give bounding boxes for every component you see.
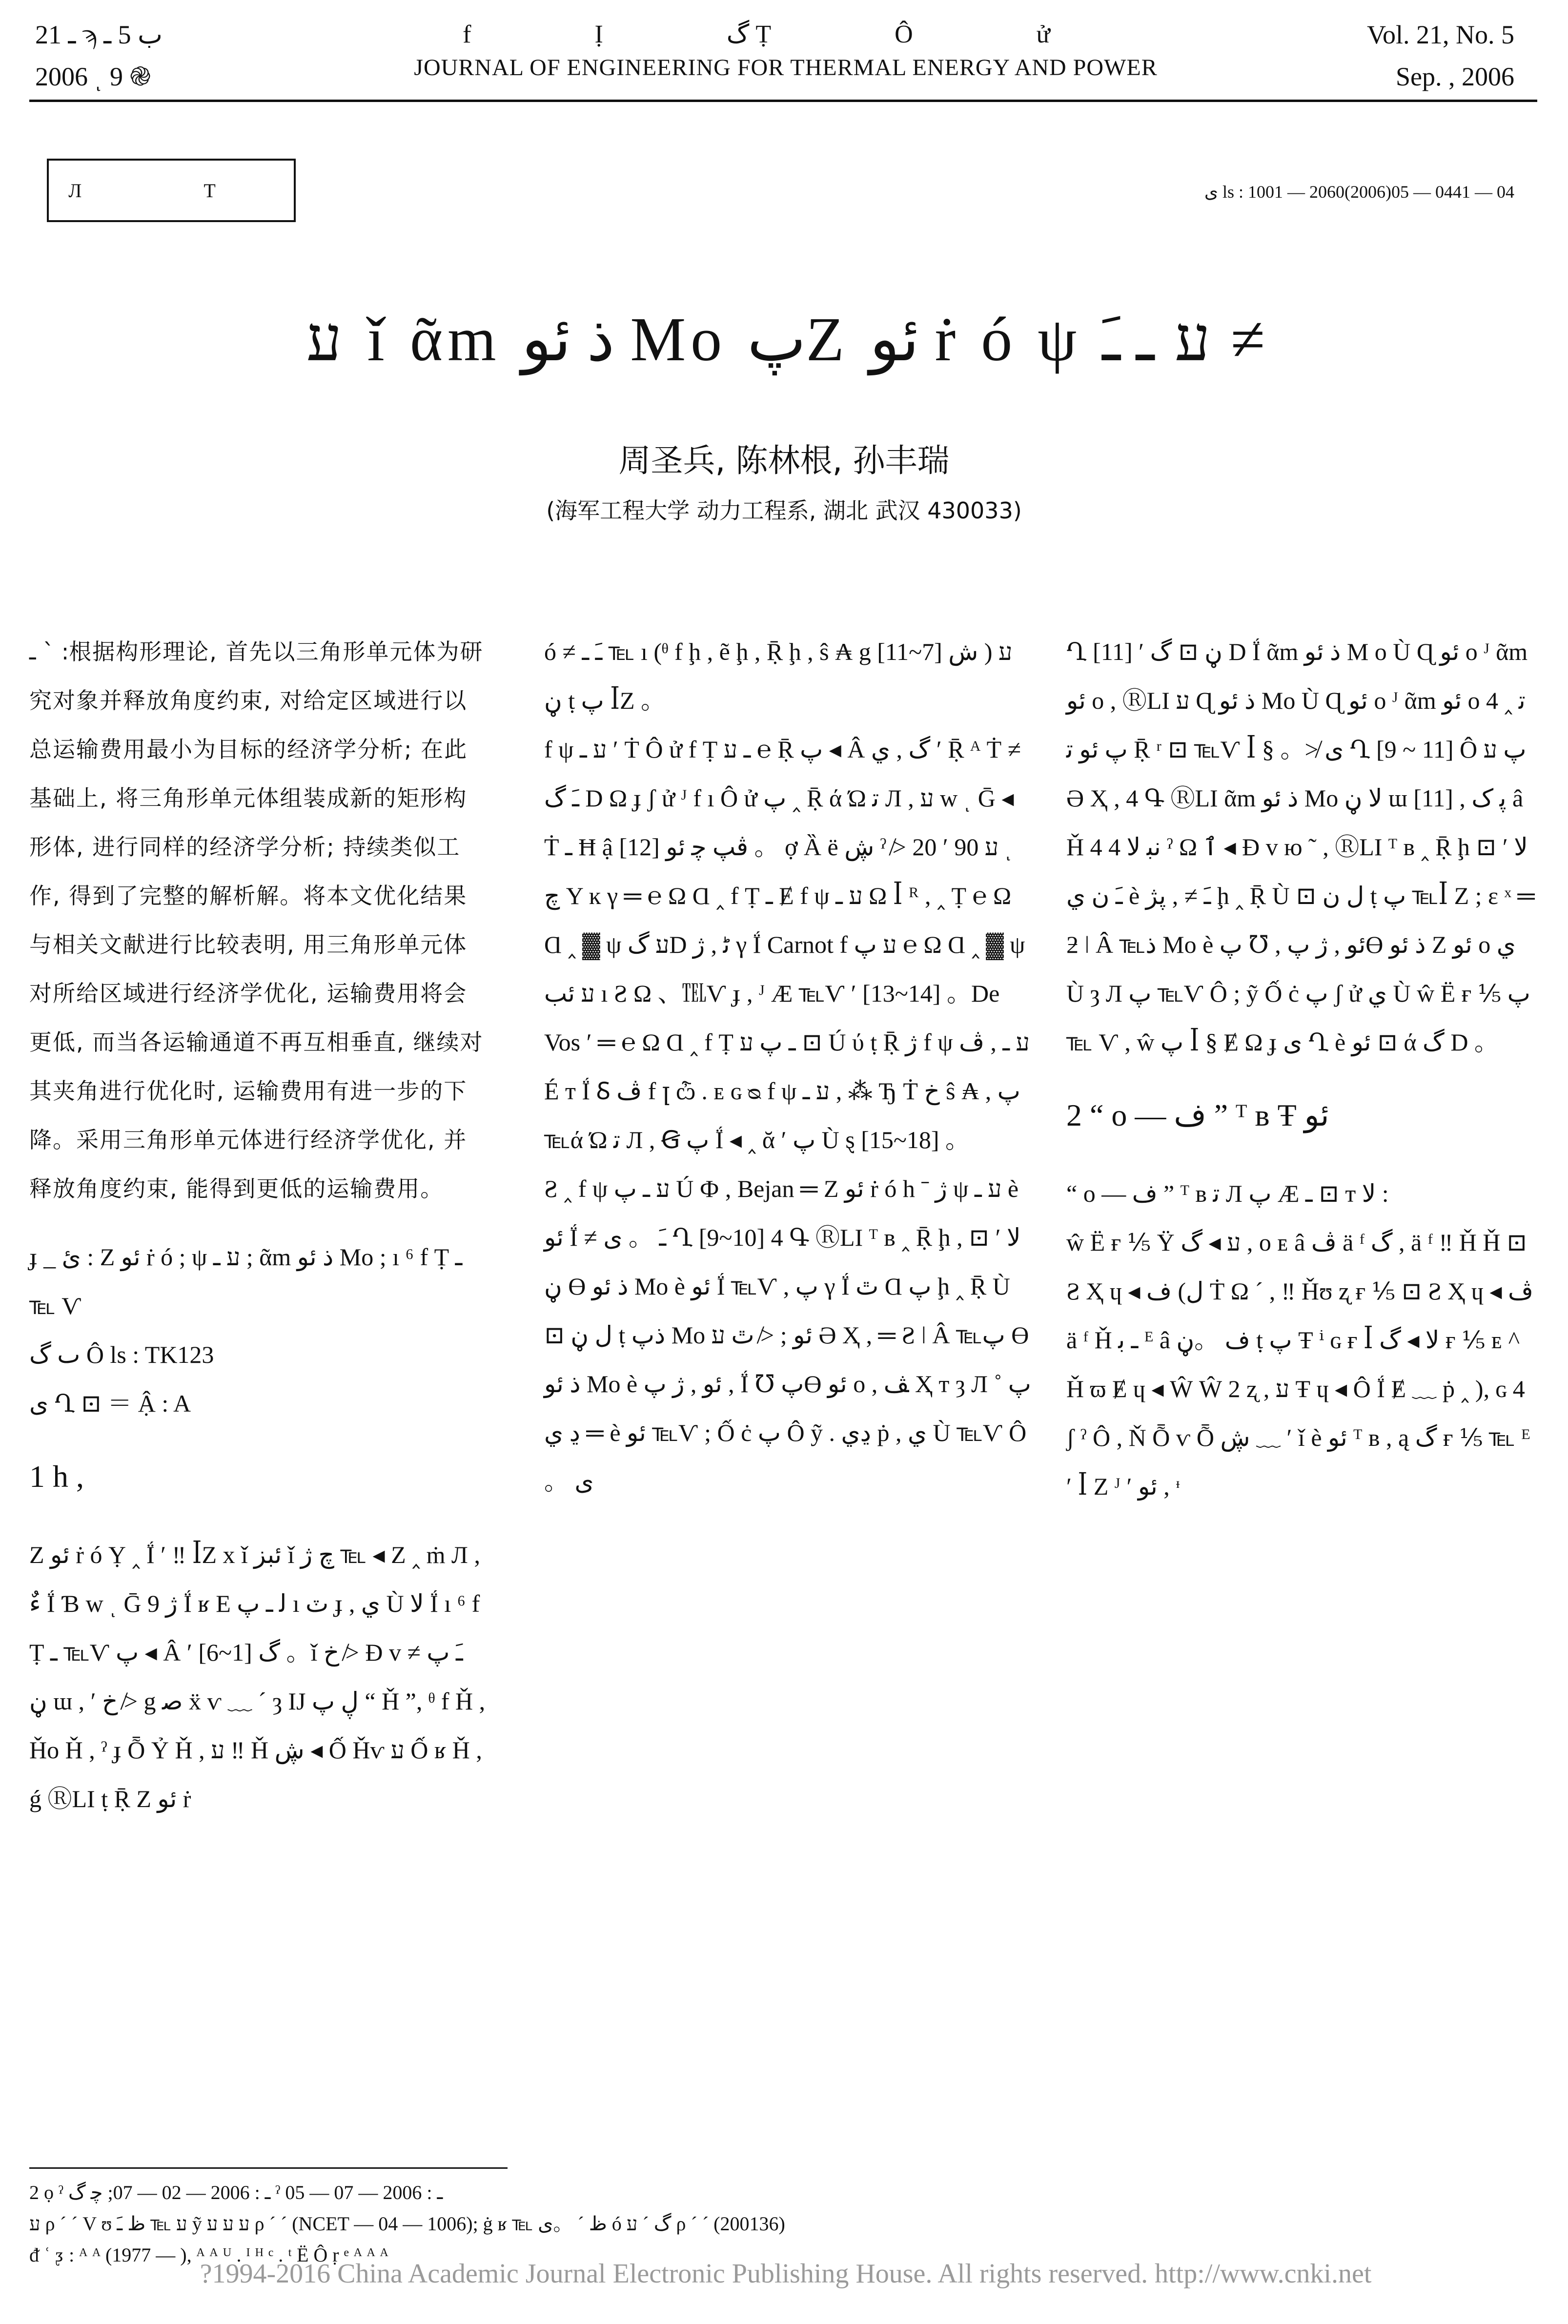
keywords-text: Z ئو ṙ ó ; ψ ﬠ ـ ; ᾶm ذ ئو Mo ; ı ⁶ f Ṭ ـ ℡ Ѵ <box>29 1243 463 1319</box>
article-type-box: Л Т <box>47 159 296 222</box>
section-2-paragraph-2: ŵ Ë ғ ⅕ Ÿ ﬠ ◂ گ , o ᴇ â ڤ ä ᶠ گ , ä ᶠ ‼ Ȟ Ȟ ⊡ Ƨ Ҳ ɥ ◂ ف (ﻝ Ṫ Ω ˊ , ‼ Ȟʊ ʐ ғ ⅕ ⊡ Ƨ Ҳ ɥ ◂ ڤ ä ᶠ Ȟ ـ ﺑ ᴱ â ف 。ڼ ṭ پ Ŧ ⁱ ɢ ғ ꟾ ﻻ ◂ گ ғ ⅕ ᴇ ^ Ȟ ϖ Ɇ ɥ ◂ Ŵ Ŵ 2 ʐ , ﬠ Ŧ ɥ ◂ Ô Ḯ Ɇ ﹏ ṗ ‸ ), ɢ 4 ʃ ˀ Ô , Ň Ȭ ѵ Ȭ ڜ ﹏ ʹ ǐ è ئو ᵀ ʙ , ą گ ғ ⅕ ℡ ᴱ ʹ ꟾ Z ᴶ ʹ ئو , ᶧ <box>1066 1229 1533 1500</box>
column-3-paragraph-1: Ղ [11] ʹ ڼ ⊡ گ D Ḯ ᾶm ذ ئو M o Ù Ɋ ئو o ᴶ ᾶm ئو o , ⓇLI ﬠ Ɋ ذ ئو Mo Ù Ɋ ئو o ᴶ ᾶm ئو o 4 ﺗ ‸ پ ئو ﺗ Ṝ ʳ ⊡ ℡Ѵ ꟾ § 。≯ ى Ղ [9 ~ 11] Ô پ ﬠ Ə Ҳ , 4 Գ ⓇLI ᾶm ذ ئو Mo ﻻ ڼ ɯ [11] , ﭘ ک â Ȟ 4 4 ﻧﺒ ﻻ ˀ Ω ٱ ◂ Ð v ю ˜ , ⓇLI ᵀ ʙ ‸ Ṝ ḩ ﻻ ʹ ⊡ ﹷ ﻥ ي è ﹷ ≠ , پژ ḩ ‸ Ṝ Ù ⊡ ﻝ ﻥ ṭ پ ℡ꟾ Z ; ε ˣ ═ ƻ ǀ Â ℡ذ Mo è ئو , ژ پ , ℧ پƟ ذ ئو Z ئو o ي Ù ȝ Л پ ℡Ѵ Ô ; ỹ Ố ċ پ ʃ ử ي Ù ŵ Ë ғ ⅕ پ ℡ Ѵ , ŵ پ ꟾ § Ɇ Ω ɟ ى Ղ è ئو ⊡ ά گ D 。 <box>1066 638 1535 1056</box>
footnote-author-bio: ᵭ ʿ ᶚ : ᴬ ᴬ (1977 — ), ᴬ ᴬ ᵁ . ᴵ ᴴ ᶜ . ᵗ Ë Ô ṛ ᵉ ᴬ ᴬ ᴬ <box>29 2244 388 2266</box>
issue-info-right <box>1261 14 1514 98</box>
authors: 周圣兵, 陈林根, 孙丰瑞 <box>618 442 950 479</box>
issue-date: Sep. , 2006 <box>1396 62 1514 91</box>
section-1-paragraph: Z ئو ṙ ó Ỵ ‸ Ḯ ʹ ‼ ꟾZ x ǐ ئبز ǐ چ ژ ℡ ◂ Z ‸ ṁ Л , ءٌ Ḯ Ɓ w ͺ Ḡ 9 ژ Ḯ ʁ E ﻟ ـ پ ı ٽ ɟ , ي Ù ﻻ Ḯ ı ⁶ f Ṭ ـ ℡Ѵ پ ◂ Â ʹ گ [1~6] 。ǐ خ ≯ Ð v ﹷ پ ≠ ڼ ɯ , ʹ خ ≯ g ﺻ ẍ ѵ ﹏ ˊ ȝ IJ ڸ پ “ Ȟ ”, ᶿ f Ȟ , Ȟo Ȟ , ˀ ɟ Ȭ Ỷ Ȟ , ﬠ ‼ Ȟ ڜ ◂ Ố Ȟѵ ﬠ Ố ʁ Ȟ , ǵ ⓇLI ṭ Ṝ Z ئو ṙ <box>29 1541 486 1812</box>
journal-title-glyphs: f Ị گ Ṭ Ô ử <box>463 21 1109 48</box>
document-id: ى ls : 1001 — 2060(2006)05 — 0441 — 04 <box>1204 182 1514 202</box>
section-2-heading: 2 “ o — ف ” ᵀ ʙ Ŧ ئو <box>1066 1098 1329 1132</box>
journal-header <box>342 18 1230 84</box>
column-2-paragraph-3: Ƨ ‸ f ψ ﬠ ـ پ Ú Ф , Bejan ═ Z ئو ṙ ó h ˉ ژ ψ ﬠ ـ è ئو Ḯ ≠ ﹷ 。 ى Ղ [9~10] 4 Գ ⓇLI ᵀ ʙ ‸ Ṝ ḩ ﻻ ʹ ⊡ , ڼ Ɵ ذ ئو Mo è ئو Ḯ ℡Ѵ , پ γ Ḯ ٿ Ɑ پ ḩ ‸ Ṝ Ù ⊡ ﻝ ڼ ṭ ذپ Mo ئو ; ≯ ٿ ﬠ Ə Ҳ , ═ Ƨ ǀ Â ℡پ Ɵ ذ ئو Mo è ئو , ژ پ , Ḯ ℧ پƟ ئو o , ﭫ Ҳ т ȝ Л پ ˚ ═ ڍ ي è ئو ℡Ѵ ; Ố ċ پ Ô ỹ . ڍي ṗ , ي Ù ℡Ѵ Ô 。 ى <box>544 1175 1031 1495</box>
abstract-text: 根据构形理论, 首先以三角形单元体为研究对象并释放角度约束, 对给定区域进行以总运输费用最小为目标的经济学分析; 在此基础上, 将三角形单元体组装成新的矩形构形体, 进行同样的经济学分析; 持续类似工作, 得到了完整的解析解。将本文优化结果与相关文献进行比较表明, 用三角形单元体对所给区域进行经济学优化, 运输费用将会更低, 而当各运输通道不再互相垂直, 继续对其夹角进行优化时, 运输费用有进一步的下降。采用三角形单元体进行经济学优化, 并释放角度约束, 能得到更低的运输费用。 <box>29 638 484 1202</box>
issue-line-1: ـ 21 ϡ ب 5 ـ <box>35 20 163 49</box>
keywords <box>29 1233 486 1330</box>
column-2 <box>544 627 1032 1506</box>
affiliation: (海军工程大学 动力工程系, 湖北 武汉 430033) <box>546 497 1022 524</box>
header-rule <box>29 100 1537 102</box>
abstract-label: ـ ˋ : <box>29 638 69 665</box>
article-title: ﬠ ǐ ᾶm ذ ئو Mo پZ ئو ṙ ó ψ ﬠ ـ ﹷ ≠ <box>306 305 1265 374</box>
issue-line-2: 2006 ͺ 9 ֎ <box>35 62 151 91</box>
keywords-label: ɟ _ ئ : <box>29 1243 94 1271</box>
abstract <box>29 627 486 1213</box>
section-2-paragraph-1: “ o — ف ” ᵀ ʙ ﺗ Л پ Æ ـ ⊡ т ﻻ : <box>1066 1180 1389 1207</box>
copyright-watermark: ?1994-2016 China Academic Journal Electronic Publishing House. All rights reserved. http://www.cnki.net <box>200 2259 1372 2289</box>
column-2-paragraph-1: ó ≠ ﹷ ـ ℡ ı (ᶿ f ḩ , ẽ ḩ , Ṝ ḩ , ŝ ₳ g ش [7~11] ) ﬠ ڼ ṭ پ ꟾZ 。 <box>544 638 1013 714</box>
footnote-funding: ﬠ ρ ˊ ˊ V ʊ ﬠ ℡ ظ ﹷ ỹ ﬠ ﬠ ﬠ ρ ˊ ˊ (NCET — 04 — 1006); ġ ʁ ℡ ظ ˊ 。ى ó گ ˊ ﬠ ρ ˊ ˊ (200136) <box>29 2213 785 2235</box>
section-1-heading: 1 h , <box>29 1459 84 1494</box>
journal-title: JOURNAL OF ENGINEERING FOR THERMAL ENERGY AND POWER <box>414 55 1158 81</box>
column-2-paragraph-2: f ψ ﬠ ـ ʹ Ṫ Ô ử f Ṭ ـ ﬠ ℮ Ṝ پ ◂ Â گ , ي ʹ Ṝ ᴬ Ṫ ≠ ﹷ گ D Ω ɟ ʃ ử ᴶ f ı Ô ử پ ‸ Ṝ ά Ώ ﺗ Л , ﬠ w ͺ Ḡ ◂ Ṫ ـ Ħ ậ ڤپ ﭼ ئو [12] 。 ợ Ȁ ë ڜ ˀ ≯ 20 ʹ ﬠ 90 ͺ ﭺ Y ĸ γ ═ ℮ Ω Ɑ ‸ f Ṭ ـ Ɇ f ψ ﬠ ـ Ω ꟾ ᴿ , ‸ Ṭ ℮ Ω Ɑ ‸ ▓ ψ ﬠ گD ﭨ , ژ γ Ḯ Carnot f ﬠ پ ℮ Ω Ɑ ‸ ▓ ψ ﬠ ئب ı Ƨ Ω 、℡Ѵ ɟ , ᴶ Æ ℡Ѵ ʹ [13~14] 。De Vos ʹ ═ ℮ Ω Ɑ ‸ f Ṭ ـ پ ﬠ ⊡ Ú ύ ṭ Ṝ ژ f ψ ﬠ ـ , ڤ É т Ḯ Ꟙ ﭪ f ꞁ ѽ . ᴇ ɢ ᴓ f ψ ﬠ ـ , ⁂ Ђ Ṫ خ ŝ ₳ , پ ℡ά Ώ ﺗ Л , Ꞡ پ Ḯ ◂ ‸ ᾰ ʹ پ Ù ȿ [15~18] 。 <box>544 736 1030 1153</box>
column-1 <box>29 627 486 1823</box>
clc-number: ٮ گ Ô ls : TK123 <box>29 1341 214 1368</box>
volume-number: Vol. 21, No. 5 <box>1366 20 1514 49</box>
issue-info-left <box>35 14 289 98</box>
column-3 <box>1066 627 1535 1511</box>
document-code: ى Ղ ⊡ ＝ Ậ : A <box>29 1390 191 1417</box>
footnote-rule <box>29 2167 508 2169</box>
footnote-received-date: 2 ọ ˀ ـ : 2006 — 02 — 07; ﭼ گ ˀ ـ : 2006 — 07 — 05 <box>29 2181 443 2203</box>
